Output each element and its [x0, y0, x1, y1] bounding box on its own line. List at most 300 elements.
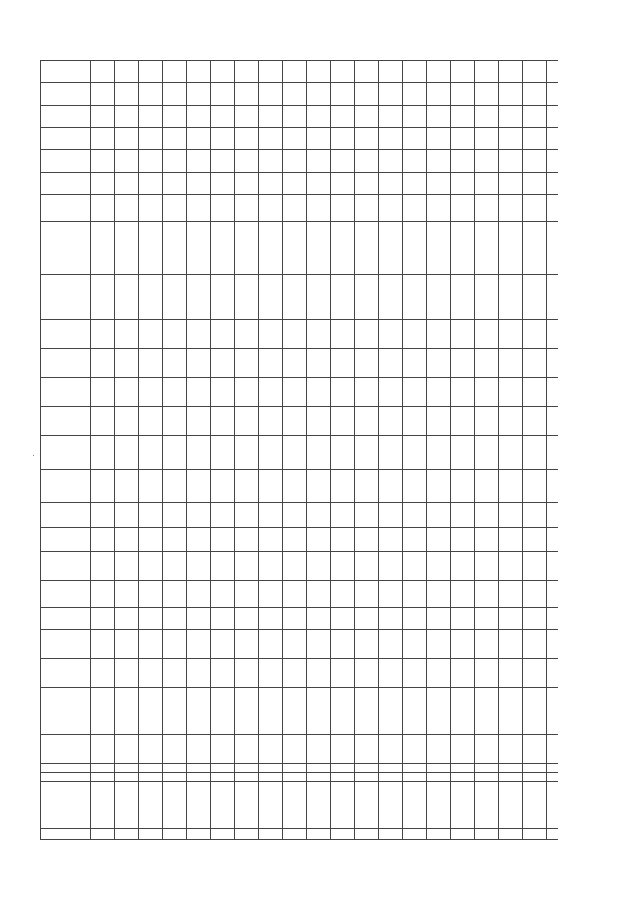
table-cell	[379, 320, 403, 349]
table-cell	[163, 150, 187, 172]
table-cell	[355, 172, 379, 194]
table-cell	[187, 320, 211, 349]
table-cell	[475, 773, 499, 782]
table-cell	[379, 607, 403, 629]
table-cell	[235, 659, 259, 688]
table-cell	[475, 630, 499, 659]
table-cell	[283, 688, 307, 735]
table-cell	[403, 688, 427, 735]
table-cell	[211, 607, 235, 629]
table-cell	[427, 503, 451, 528]
table-cell	[475, 172, 499, 194]
table-cell	[427, 150, 451, 172]
table-cell	[379, 378, 403, 407]
table-cell	[235, 349, 259, 378]
table-row	[523, 61, 547, 840]
table-cell	[115, 221, 139, 275]
table-cell	[163, 105, 187, 127]
table-cell	[499, 349, 523, 378]
table-cell	[547, 61, 559, 83]
table-cell	[307, 128, 331, 150]
table-cell	[91, 221, 115, 275]
table-cell	[451, 275, 475, 320]
table-cell	[259, 378, 283, 407]
header-cell	[41, 630, 91, 659]
table-cell	[139, 320, 163, 349]
table-cell	[307, 503, 331, 528]
table-cell	[547, 659, 559, 688]
table-cell	[523, 764, 547, 773]
table-cell	[307, 221, 331, 275]
table-cell	[331, 503, 355, 528]
table-cell	[91, 469, 115, 502]
table-cell	[115, 469, 139, 502]
table-cell	[211, 221, 235, 275]
table-cell	[523, 320, 547, 349]
table-cell	[403, 469, 427, 502]
table-cell	[523, 659, 547, 688]
table-cell	[427, 659, 451, 688]
table-cell	[307, 828, 331, 839]
table-cell	[115, 781, 139, 828]
header-cell	[41, 61, 91, 83]
table-cell	[547, 764, 559, 773]
table-cell	[499, 552, 523, 581]
table-cell	[427, 195, 451, 222]
header-cell	[41, 607, 91, 629]
table-cell	[427, 581, 451, 608]
table-cell	[475, 469, 499, 502]
table-cell	[259, 349, 283, 378]
table-cell	[427, 764, 451, 773]
table-cell	[451, 128, 475, 150]
table-cell	[331, 320, 355, 349]
table-cell	[475, 828, 499, 839]
table-cell	[235, 195, 259, 222]
table-cell	[235, 83, 259, 105]
table-cell	[547, 128, 559, 150]
table-cell	[211, 128, 235, 150]
table-cell	[499, 607, 523, 629]
table-cell	[499, 150, 523, 172]
table-cell	[211, 469, 235, 502]
table-cell	[547, 320, 559, 349]
table-cell	[139, 659, 163, 688]
table-cell	[523, 781, 547, 828]
table-cell	[187, 607, 211, 629]
table-cell	[91, 527, 115, 552]
table-cell	[379, 630, 403, 659]
table-cell	[427, 221, 451, 275]
table-cell	[211, 83, 235, 105]
table-cell	[523, 150, 547, 172]
table-cell	[283, 172, 307, 194]
table-cell	[451, 407, 475, 436]
table-cell	[115, 828, 139, 839]
table-cell	[499, 688, 523, 735]
table-cell	[211, 735, 235, 764]
header-cell	[41, 105, 91, 127]
table-cell	[547, 607, 559, 629]
table-cell	[451, 195, 475, 222]
table-row	[547, 61, 559, 840]
table-cell	[115, 349, 139, 378]
table-cell	[235, 630, 259, 659]
header-cell	[41, 275, 91, 320]
table-cell	[451, 83, 475, 105]
table-row	[475, 61, 499, 840]
table-cell	[259, 764, 283, 773]
table-cell	[427, 61, 451, 83]
table-cell	[307, 688, 331, 735]
table-cell	[331, 781, 355, 828]
table-cell	[523, 581, 547, 608]
table-cell	[235, 828, 259, 839]
table-cell	[211, 436, 235, 469]
table-row	[283, 61, 307, 840]
table-cell	[139, 83, 163, 105]
table-cell	[403, 552, 427, 581]
table-cell	[259, 581, 283, 608]
table-cell	[187, 221, 211, 275]
table-cell	[379, 349, 403, 378]
table-cell	[115, 275, 139, 320]
table-cell	[139, 469, 163, 502]
table-cell	[259, 773, 283, 782]
table-cell	[547, 407, 559, 436]
table-cell	[307, 764, 331, 773]
table-cell	[187, 781, 211, 828]
table-cell	[307, 781, 331, 828]
table-cell	[451, 552, 475, 581]
table-cell	[283, 781, 307, 828]
table-cell	[283, 105, 307, 127]
table-cell	[355, 527, 379, 552]
table-cell	[523, 527, 547, 552]
table-cell	[235, 764, 259, 773]
table-cell	[451, 527, 475, 552]
table-cell	[499, 828, 523, 839]
table-cell	[403, 221, 427, 275]
table-cell	[139, 781, 163, 828]
table-cell	[307, 407, 331, 436]
table-cell	[91, 503, 115, 528]
table-cell	[163, 630, 187, 659]
table-cell	[355, 659, 379, 688]
table-cell	[379, 128, 403, 150]
table-cell	[379, 581, 403, 608]
table-cell	[211, 630, 235, 659]
table-cell	[307, 61, 331, 83]
table-cell	[91, 581, 115, 608]
table-cell	[259, 781, 283, 828]
table-cell	[499, 735, 523, 764]
table-cell	[403, 61, 427, 83]
table-cell	[139, 773, 163, 782]
table-cell	[547, 828, 559, 839]
table-cell	[283, 195, 307, 222]
table-cell	[331, 407, 355, 436]
table-cell	[451, 105, 475, 127]
table-cell	[547, 735, 559, 764]
table-cell	[259, 275, 283, 320]
table-cell	[115, 83, 139, 105]
table-cell	[475, 195, 499, 222]
table-cell	[499, 503, 523, 528]
table-cell	[331, 436, 355, 469]
table-cell	[139, 581, 163, 608]
table-cell	[523, 221, 547, 275]
table-cell	[211, 61, 235, 83]
table-cell	[499, 630, 523, 659]
table-cell	[355, 735, 379, 764]
table-cell	[547, 275, 559, 320]
table-cell	[427, 607, 451, 629]
table-cell	[259, 630, 283, 659]
table-cell	[379, 83, 403, 105]
table-cell	[379, 688, 403, 735]
table-cell	[451, 735, 475, 764]
table-cell	[427, 630, 451, 659]
table-cell	[235, 172, 259, 194]
table-cell	[331, 378, 355, 407]
table-cell	[403, 83, 427, 105]
table-cell	[235, 552, 259, 581]
table-cell	[115, 320, 139, 349]
table-cell	[403, 150, 427, 172]
table-cell	[355, 503, 379, 528]
table-cell	[115, 436, 139, 469]
table-cell	[475, 781, 499, 828]
table-cell	[115, 659, 139, 688]
table-cell	[355, 105, 379, 127]
table-cell	[235, 527, 259, 552]
table-cell	[259, 172, 283, 194]
table-cell	[211, 581, 235, 608]
table-cell	[163, 469, 187, 502]
table-cell	[403, 781, 427, 828]
table-cell	[163, 527, 187, 552]
table-cell	[283, 552, 307, 581]
table-cell	[139, 607, 163, 629]
table-cell	[451, 469, 475, 502]
table-cell	[355, 773, 379, 782]
table-cell	[211, 552, 235, 581]
table-cell	[523, 607, 547, 629]
table-cell	[403, 630, 427, 659]
table-cell	[91, 630, 115, 659]
table-cell	[163, 781, 187, 828]
table-cell	[139, 552, 163, 581]
header-cell	[41, 83, 91, 105]
table-header-row	[41, 61, 91, 840]
table-row	[211, 61, 235, 840]
table-cell	[523, 436, 547, 469]
rotated-register-table	[40, 60, 558, 840]
table-cell	[547, 469, 559, 502]
table-cell	[115, 128, 139, 150]
table-cell	[331, 688, 355, 735]
table-cell	[187, 735, 211, 764]
table-cell	[403, 828, 427, 839]
table-cell	[187, 150, 211, 172]
table-cell	[331, 275, 355, 320]
table-cell	[403, 735, 427, 764]
table-cell	[139, 407, 163, 436]
table-cell	[139, 61, 163, 83]
table-cell	[283, 735, 307, 764]
table-cell	[331, 83, 355, 105]
table-cell	[115, 172, 139, 194]
table-cell	[307, 378, 331, 407]
table-cell	[91, 773, 115, 782]
table-cell	[259, 195, 283, 222]
table-cell	[379, 552, 403, 581]
table-cell	[187, 378, 211, 407]
table-cell	[211, 195, 235, 222]
table-cell	[499, 83, 523, 105]
table-cell	[499, 469, 523, 502]
table-cell	[163, 172, 187, 194]
table-cell	[115, 61, 139, 83]
table-cell	[403, 527, 427, 552]
table-cell	[187, 172, 211, 194]
table-cell	[547, 527, 559, 552]
table-cell	[427, 83, 451, 105]
table-cell	[427, 172, 451, 194]
header-cell	[41, 469, 91, 502]
table-cell	[235, 607, 259, 629]
table-row	[331, 61, 355, 840]
table-cell	[451, 150, 475, 172]
header-cell	[41, 221, 91, 275]
table-cell	[307, 607, 331, 629]
table-cell	[403, 195, 427, 222]
table-cell	[355, 630, 379, 659]
table-cell	[355, 221, 379, 275]
table-cell	[307, 320, 331, 349]
table-cell	[115, 195, 139, 222]
table-cell	[211, 378, 235, 407]
header-cell	[41, 828, 91, 839]
table-cell	[403, 320, 427, 349]
header-cell	[41, 150, 91, 172]
table-cell	[91, 150, 115, 172]
table-cell	[259, 735, 283, 764]
table-cell	[331, 221, 355, 275]
table-cell	[187, 195, 211, 222]
table-cell	[187, 503, 211, 528]
table-cell	[331, 828, 355, 839]
table-cell	[139, 503, 163, 528]
table-cell	[523, 630, 547, 659]
table-cell	[211, 527, 235, 552]
table-cell	[259, 61, 283, 83]
table-row	[403, 61, 427, 840]
table-cell	[547, 630, 559, 659]
table-cell	[91, 828, 115, 839]
table-cell	[187, 688, 211, 735]
table-cell	[187, 527, 211, 552]
table-cell	[259, 469, 283, 502]
table-cell	[259, 150, 283, 172]
table-cell	[235, 378, 259, 407]
table-cell	[523, 735, 547, 764]
table-cell	[283, 764, 307, 773]
table-cell	[163, 128, 187, 150]
table-cell	[235, 688, 259, 735]
table-cell	[283, 828, 307, 839]
table-cell	[259, 221, 283, 275]
table-row	[115, 61, 139, 840]
table-cell	[451, 503, 475, 528]
table-cell	[331, 105, 355, 127]
table-cell	[91, 275, 115, 320]
table-cell	[547, 105, 559, 127]
table-cell	[163, 349, 187, 378]
table-cell	[523, 773, 547, 782]
header-cell	[41, 320, 91, 349]
table-cell	[283, 630, 307, 659]
table-cell	[139, 735, 163, 764]
table-cell	[379, 221, 403, 275]
header-cell	[41, 349, 91, 378]
table-cell	[523, 172, 547, 194]
table-cell	[91, 764, 115, 773]
table-cell	[115, 607, 139, 629]
table-cell	[403, 607, 427, 629]
table-row	[163, 61, 187, 840]
table-cell	[499, 764, 523, 773]
table-cell	[499, 172, 523, 194]
table-cell	[379, 275, 403, 320]
table-cell	[187, 61, 211, 83]
table-cell	[331, 552, 355, 581]
table-cell	[379, 150, 403, 172]
table-cell	[451, 581, 475, 608]
table-cell	[91, 83, 115, 105]
header-cell	[41, 764, 91, 773]
table-cell	[211, 659, 235, 688]
table-cell	[91, 378, 115, 407]
table-cell	[187, 105, 211, 127]
table-cell	[547, 378, 559, 407]
table-cell	[139, 275, 163, 320]
table-cell	[307, 773, 331, 782]
table-cell	[379, 61, 403, 83]
table-cell	[331, 195, 355, 222]
header-cell	[41, 688, 91, 735]
table-cell	[451, 764, 475, 773]
table-cell	[547, 688, 559, 735]
table-cell	[499, 581, 523, 608]
table-cell	[283, 61, 307, 83]
table-cell	[355, 61, 379, 83]
table-cell	[283, 221, 307, 275]
table-cell	[475, 688, 499, 735]
table-cell	[523, 503, 547, 528]
table-cell	[283, 83, 307, 105]
table-cell	[163, 195, 187, 222]
table-cell	[451, 320, 475, 349]
table-cell	[451, 378, 475, 407]
table-cell	[187, 469, 211, 502]
table-cell	[163, 773, 187, 782]
table-cell	[259, 607, 283, 629]
table-cell	[259, 105, 283, 127]
table-cell	[211, 349, 235, 378]
table-cell	[139, 378, 163, 407]
